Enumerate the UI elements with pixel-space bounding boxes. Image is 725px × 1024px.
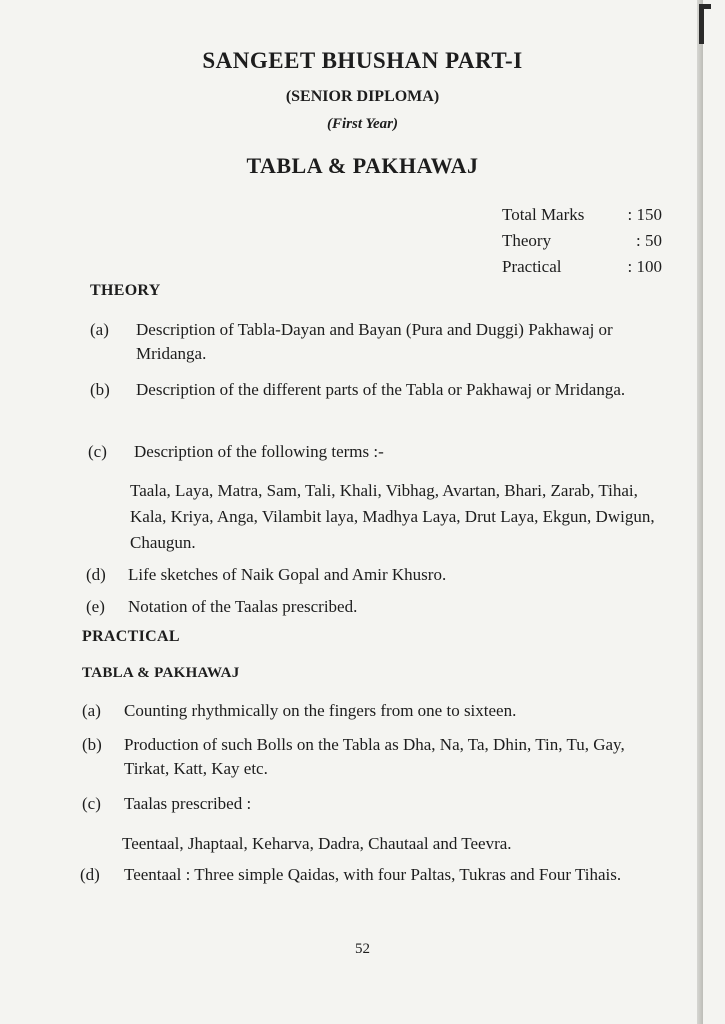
practical-item-d (80, 863, 654, 887)
practical-taalas: Teentaal, Jhaptaal, Keharva, Dadra, Chautaal and Teevra. (122, 834, 512, 853)
theory-item-a (90, 318, 656, 366)
marks-value: : 150 (627, 205, 662, 224)
marks-table (502, 202, 662, 280)
theory-item-d (86, 563, 648, 587)
practical-item-b (82, 733, 649, 781)
theory-item-c (88, 440, 654, 464)
item-label: (a) (90, 320, 109, 339)
page-number: 52 (355, 941, 370, 957)
theory-item-b (90, 378, 656, 402)
item-label: (b) (82, 735, 102, 754)
theory-heading: THEORY (90, 282, 161, 299)
practical-subheading: TABLA & PAKHAWAJ (82, 665, 240, 681)
item-text: Description of the different parts of the Tabla or Pakhawaj or Mridanga. (136, 380, 626, 399)
item-label: (c) (88, 442, 107, 461)
marks-label: Total Marks (502, 205, 585, 224)
page-corner-mark (699, 4, 711, 44)
item-label: (d) (86, 565, 106, 584)
document-subtitle: (SENIOR DIPLOMA) (285, 88, 440, 105)
theory-terms: Taala, Laya, Matra, Sam, Tali, Khali, Vibhag, Avartan, Bhari, Zarab, Tihai, Kala, Kriya, Anga, Vilambit laya, Madhya Laya, Drut Laya, Ekgun, Dwigun, Chaugun. (130, 481, 655, 552)
marks-row-practical (502, 254, 662, 280)
item-text: Teentaal : Three simple Qaidas, with four Paltas, Tukras and Four Tihais. (124, 865, 622, 884)
item-label: (c) (82, 794, 101, 813)
item-text: Production of such Bolls on the Tabla as Dha, Na, Ta, Dhin, Tin, Tu, Gay, Tirkat, Katt, Kay etc. (124, 735, 625, 778)
theory-item-e (86, 595, 648, 619)
item-text: Description of Tabla-Dayan and Bayan (Pura and Duggi) Pakhawaj or Mridanga. (136, 320, 613, 363)
practical-item-a (82, 699, 644, 723)
marks-row-total (502, 202, 662, 228)
marks-value: : 50 (636, 231, 662, 250)
practical-heading: PRACTICAL (82, 628, 180, 645)
item-label: (b) (90, 380, 110, 399)
subject-title: TABLA & PAKHAWAJ (246, 153, 479, 178)
item-label: (d) (80, 865, 100, 884)
item-text: Description of the following terms :- (134, 442, 384, 461)
document-title: SANGEET BHUSHAN PART-I (202, 48, 523, 73)
practical-item-c (82, 792, 644, 816)
marks-label: Practical (502, 257, 562, 276)
item-label: (a) (82, 701, 101, 720)
marks-label: Theory (502, 231, 552, 250)
item-text: Notation of the Taalas prescribed. (128, 597, 358, 616)
item-text: Taalas prescribed : (124, 794, 252, 813)
item-text: Life sketches of Naik Gopal and Amir Khusro. (128, 565, 447, 584)
item-label: (e) (86, 597, 105, 616)
marks-value: : 100 (627, 257, 662, 276)
item-text: Counting rhythmically on the fingers from one to sixteen. (124, 701, 517, 720)
document-year: (First Year) (327, 116, 398, 132)
marks-row-theory (502, 228, 662, 254)
